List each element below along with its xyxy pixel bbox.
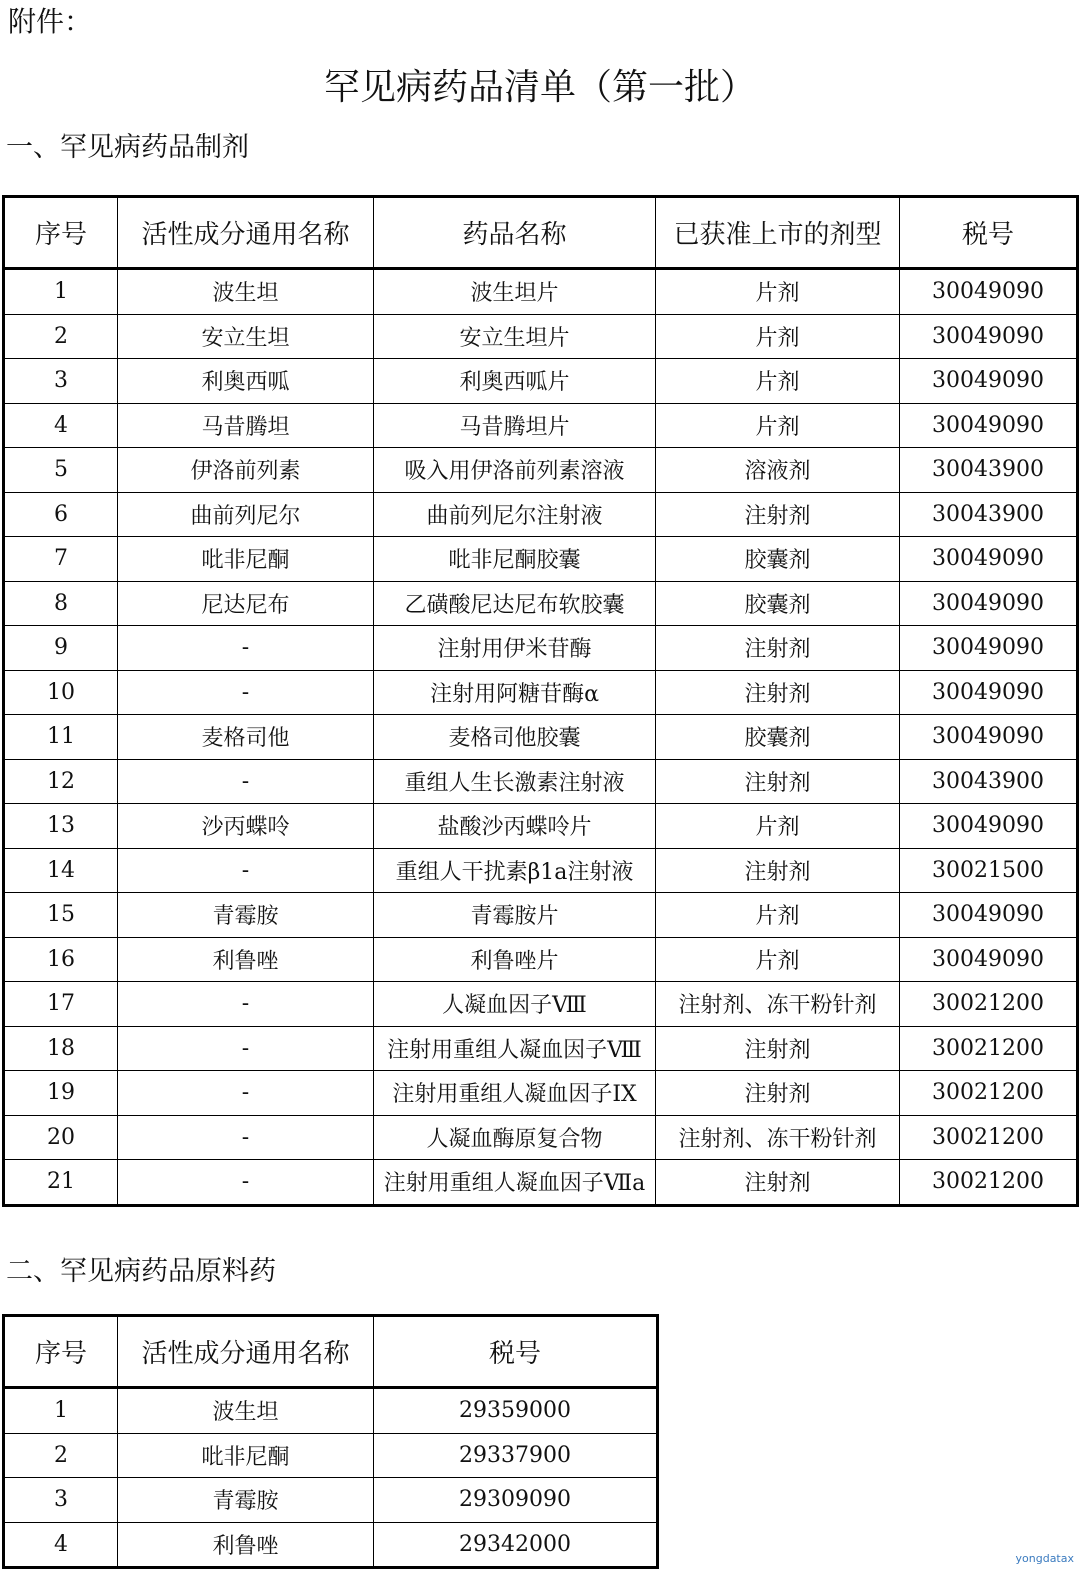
header-active-ingredient: 活性成分通用名称 bbox=[118, 1316, 374, 1388]
cell-active-ingredient: - bbox=[118, 1026, 374, 1071]
cell-dosage-form: 片剂 bbox=[656, 937, 900, 982]
header-active-ingredient: 活性成分通用名称 bbox=[118, 197, 374, 269]
cell-dosage-form: 片剂 bbox=[656, 359, 900, 404]
watermark-logo: yongdatax bbox=[1015, 1552, 1074, 1565]
cell-drug-name: 注射用重组人凝血因子Ⅷ bbox=[374, 1026, 656, 1071]
cell-drug-name: 人凝血酶原复合物 bbox=[374, 1115, 656, 1160]
cell-drug-name: 波生坦片 bbox=[374, 269, 656, 315]
cell-drug-name: 青霉胺片 bbox=[374, 893, 656, 938]
cell-dosage-form: 片剂 bbox=[656, 314, 900, 359]
cell-tariff-code: 30043900 bbox=[900, 492, 1078, 537]
cell-serial-number: 17 bbox=[4, 982, 118, 1027]
cell-serial-number: 11 bbox=[4, 715, 118, 760]
table-row bbox=[4, 1478, 658, 1523]
cell-active-ingredient: - bbox=[118, 1071, 374, 1116]
table-row bbox=[4, 982, 1078, 1027]
cell-serial-number: 19 bbox=[4, 1071, 118, 1116]
cell-active-ingredient: 波生坦 bbox=[118, 269, 374, 315]
cell-drug-name: 乙磺酸尼达尼布软胶囊 bbox=[374, 581, 656, 626]
cell-active-ingredient: - bbox=[118, 982, 374, 1027]
cell-active-ingredient: - bbox=[118, 1115, 374, 1160]
table-row bbox=[4, 626, 1078, 671]
cell-dosage-form: 溶液剂 bbox=[656, 448, 900, 493]
header-serial-number: 序号 bbox=[4, 1316, 118, 1388]
cell-dosage-form: 注射剂 bbox=[656, 848, 900, 893]
cell-serial-number: 1 bbox=[4, 269, 118, 315]
cell-drug-name: 吸入用伊洛前列素溶液 bbox=[374, 448, 656, 493]
table-row bbox=[4, 581, 1078, 626]
cell-serial-number: 1 bbox=[4, 1388, 118, 1434]
header-tariff-code: 税号 bbox=[374, 1316, 658, 1388]
cell-tariff-code: 30043900 bbox=[900, 448, 1078, 493]
api-header-row bbox=[4, 1316, 658, 1388]
cell-dosage-form: 注射剂 bbox=[656, 1160, 900, 1206]
cell-serial-number: 5 bbox=[4, 448, 118, 493]
cell-dosage-form: 注射剂 bbox=[656, 492, 900, 537]
table-row bbox=[4, 804, 1078, 849]
table-row bbox=[4, 1388, 658, 1434]
header-tariff-code: 税号 bbox=[900, 197, 1078, 269]
api-table-body bbox=[4, 1388, 658, 1568]
api-table bbox=[2, 1314, 659, 1569]
cell-serial-number: 7 bbox=[4, 537, 118, 582]
cell-active-ingredient: - bbox=[118, 670, 374, 715]
cell-active-ingredient: 利奥西呱 bbox=[118, 359, 374, 404]
cell-serial-number: 15 bbox=[4, 893, 118, 938]
cell-tariff-code: 30049090 bbox=[900, 403, 1078, 448]
table-row bbox=[4, 1522, 658, 1568]
cell-serial-number: 2 bbox=[4, 314, 118, 359]
cell-active-ingredient: - bbox=[118, 1160, 374, 1206]
cell-tariff-code: 30021200 bbox=[900, 1026, 1078, 1071]
cell-serial-number: 14 bbox=[4, 848, 118, 893]
cell-active-ingredient: 安立生坦 bbox=[118, 314, 374, 359]
cell-tariff-code: 30049090 bbox=[900, 670, 1078, 715]
cell-dosage-form: 注射剂 bbox=[656, 1026, 900, 1071]
table-row bbox=[4, 1115, 1078, 1160]
cell-drug-name: 马昔腾坦片 bbox=[374, 403, 656, 448]
table-row bbox=[4, 269, 1078, 315]
cell-dosage-form: 注射剂 bbox=[656, 670, 900, 715]
cell-dosage-form: 胶囊剂 bbox=[656, 537, 900, 582]
cell-tariff-code: 30049090 bbox=[900, 626, 1078, 671]
attachment-label: 附件： bbox=[8, 5, 93, 38]
table-row bbox=[4, 492, 1078, 537]
cell-drug-name: 盐酸沙丙蝶呤片 bbox=[374, 804, 656, 849]
table-row bbox=[4, 314, 1078, 359]
cell-active-ingredient: 利鲁唑 bbox=[118, 937, 374, 982]
cell-drug-name: 重组人干扰素β1a注射液 bbox=[374, 848, 656, 893]
cell-serial-number: 13 bbox=[4, 804, 118, 849]
table-row bbox=[4, 537, 1078, 582]
table-row bbox=[4, 848, 1078, 893]
cell-dosage-form: 片剂 bbox=[656, 269, 900, 315]
cell-drug-name: 利奥西呱片 bbox=[374, 359, 656, 404]
cell-drug-name: 注射用伊米苷酶 bbox=[374, 626, 656, 671]
table-row bbox=[4, 359, 1078, 404]
cell-dosage-form: 胶囊剂 bbox=[656, 581, 900, 626]
cell-serial-number: 10 bbox=[4, 670, 118, 715]
cell-active-ingredient: 曲前列尼尔 bbox=[118, 492, 374, 537]
cell-dosage-form: 胶囊剂 bbox=[656, 715, 900, 760]
cell-drug-name: 注射用阿糖苷酶α bbox=[374, 670, 656, 715]
table-row bbox=[4, 1071, 1078, 1116]
cell-drug-name: 注射用重组人凝血因子IX bbox=[374, 1071, 656, 1116]
cell-tariff-code: 30049090 bbox=[900, 937, 1078, 982]
cell-active-ingredient: - bbox=[118, 848, 374, 893]
table-row bbox=[4, 670, 1078, 715]
cell-serial-number: 18 bbox=[4, 1026, 118, 1071]
cell-dosage-form: 注射剂 bbox=[656, 626, 900, 671]
cell-drug-name: 重组人生长激素注射液 bbox=[374, 759, 656, 804]
cell-serial-number: 4 bbox=[4, 1522, 118, 1568]
cell-serial-number: 8 bbox=[4, 581, 118, 626]
cell-tariff-code: 30049090 bbox=[900, 359, 1078, 404]
cell-serial-number: 20 bbox=[4, 1115, 118, 1160]
cell-tariff-code: 30049090 bbox=[900, 715, 1078, 760]
cell-dosage-form: 片剂 bbox=[656, 804, 900, 849]
cell-serial-number: 2 bbox=[4, 1433, 118, 1478]
formulations-table bbox=[2, 195, 1079, 1207]
cell-serial-number: 12 bbox=[4, 759, 118, 804]
cell-tariff-code: 29309090 bbox=[374, 1478, 658, 1523]
cell-tariff-code: 30049090 bbox=[900, 804, 1078, 849]
cell-dosage-form: 注射剂、冻干粉针剂 bbox=[656, 1115, 900, 1160]
cell-tariff-code: 30021200 bbox=[900, 1115, 1078, 1160]
section-heading-formulations: 一、罕见病药品制剂 bbox=[6, 132, 249, 163]
cell-drug-name: 麦格司他胶囊 bbox=[374, 715, 656, 760]
cell-active-ingredient: 利鲁唑 bbox=[118, 1522, 374, 1568]
header-dosage-form: 已获准上市的剂型 bbox=[656, 197, 900, 269]
formulations-header-row bbox=[4, 197, 1078, 269]
cell-active-ingredient: 吡非尼酮 bbox=[118, 537, 374, 582]
cell-serial-number: 16 bbox=[4, 937, 118, 982]
cell-drug-name: 吡非尼酮胶囊 bbox=[374, 537, 656, 582]
cell-dosage-form: 注射剂 bbox=[656, 1071, 900, 1116]
cell-drug-name: 安立生坦片 bbox=[374, 314, 656, 359]
cell-tariff-code: 30043900 bbox=[900, 759, 1078, 804]
cell-drug-name: 人凝血因子Ⅷ bbox=[374, 982, 656, 1027]
cell-tariff-code: 30049090 bbox=[900, 314, 1078, 359]
cell-active-ingredient: 马昔腾坦 bbox=[118, 403, 374, 448]
document-title: 罕见病药品清单（第一批） bbox=[323, 67, 756, 108]
table-row bbox=[4, 403, 1078, 448]
table-row bbox=[4, 715, 1078, 760]
cell-active-ingredient: 伊洛前列素 bbox=[118, 448, 374, 493]
header-serial-number: 序号 bbox=[4, 197, 118, 269]
cell-drug-name: 注射用重组人凝血因子Ⅶa bbox=[374, 1160, 656, 1206]
cell-tariff-code: 30021200 bbox=[900, 1160, 1078, 1206]
cell-serial-number: 4 bbox=[4, 403, 118, 448]
section-heading-apis: 二、罕见病药品原料药 bbox=[6, 1256, 276, 1287]
cell-serial-number: 21 bbox=[4, 1160, 118, 1206]
cell-active-ingredient: 波生坦 bbox=[118, 1388, 374, 1434]
table-row bbox=[4, 448, 1078, 493]
formulations-table-body bbox=[4, 269, 1078, 1206]
cell-tariff-code: 30021200 bbox=[900, 1071, 1078, 1116]
cell-active-ingredient: - bbox=[118, 759, 374, 804]
cell-active-ingredient: 麦格司他 bbox=[118, 715, 374, 760]
cell-serial-number: 3 bbox=[4, 1478, 118, 1523]
header-drug-name: 药品名称 bbox=[374, 197, 656, 269]
cell-active-ingredient: 青霉胺 bbox=[118, 893, 374, 938]
table-row bbox=[4, 759, 1078, 804]
cell-active-ingredient: 青霉胺 bbox=[118, 1478, 374, 1523]
cell-tariff-code: 30021200 bbox=[900, 982, 1078, 1027]
cell-tariff-code: 30049090 bbox=[900, 581, 1078, 626]
table-row bbox=[4, 893, 1078, 938]
cell-tariff-code: 30021500 bbox=[900, 848, 1078, 893]
cell-active-ingredient: - bbox=[118, 626, 374, 671]
cell-active-ingredient: 沙丙蝶呤 bbox=[118, 804, 374, 849]
cell-drug-name: 曲前列尼尔注射液 bbox=[374, 492, 656, 537]
cell-serial-number: 3 bbox=[4, 359, 118, 404]
cell-tariff-code: 29359000 bbox=[374, 1388, 658, 1434]
cell-dosage-form: 片剂 bbox=[656, 893, 900, 938]
cell-active-ingredient: 尼达尼布 bbox=[118, 581, 374, 626]
cell-dosage-form: 注射剂、冻干粉针剂 bbox=[656, 982, 900, 1027]
cell-tariff-code: 30049090 bbox=[900, 269, 1078, 315]
cell-tariff-code: 29342000 bbox=[374, 1522, 658, 1568]
cell-tariff-code: 30049090 bbox=[900, 893, 1078, 938]
cell-tariff-code: 30049090 bbox=[900, 537, 1078, 582]
cell-drug-name: 利鲁唑片 bbox=[374, 937, 656, 982]
table-row bbox=[4, 937, 1078, 982]
cell-tariff-code: 29337900 bbox=[374, 1433, 658, 1478]
table-row bbox=[4, 1026, 1078, 1071]
table-row bbox=[4, 1433, 658, 1478]
cell-dosage-form: 片剂 bbox=[656, 403, 900, 448]
cell-active-ingredient: 吡非尼酮 bbox=[118, 1433, 374, 1478]
table-row bbox=[4, 1160, 1078, 1206]
cell-serial-number: 6 bbox=[4, 492, 118, 537]
cell-serial-number: 9 bbox=[4, 626, 118, 671]
cell-dosage-form: 注射剂 bbox=[656, 759, 900, 804]
